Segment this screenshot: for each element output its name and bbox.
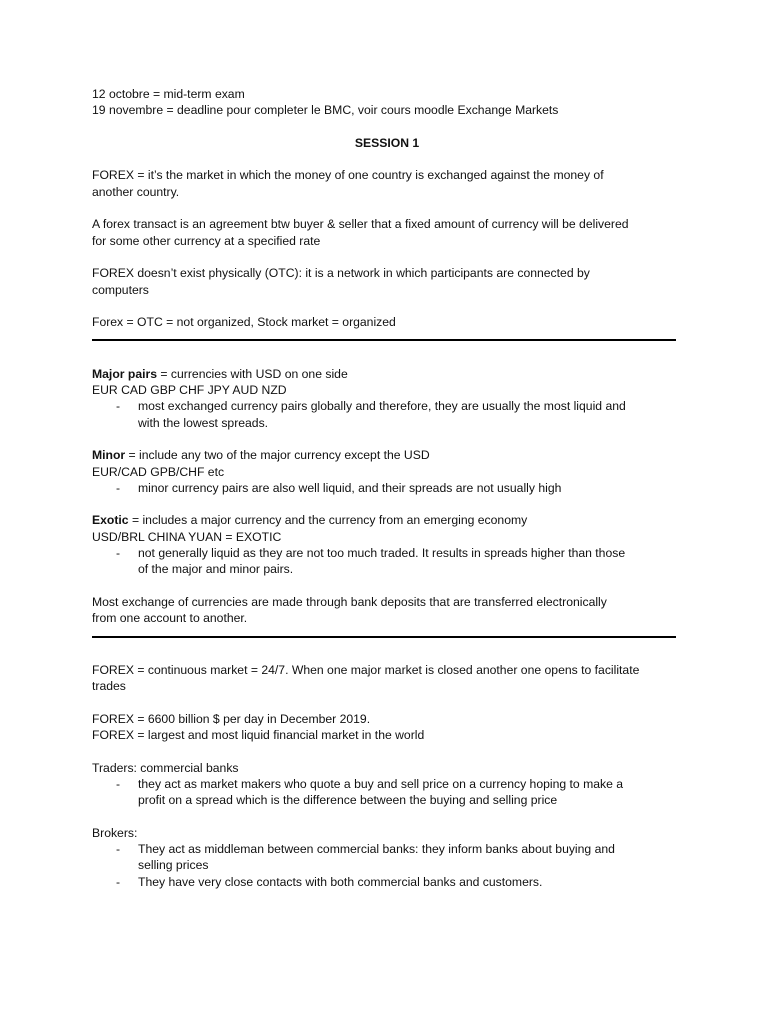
brokers-bullet-2: [92, 874, 682, 890]
bullet-dash: -: [116, 546, 121, 561]
otc-definition-line-1: FOREX doesn’t exist physically (OTC): it is a network in which participants are connected by: [92, 266, 590, 281]
bullet-text-line-1: they act as market makers who quote a buy and sell price on a currency hoping to make a: [138, 776, 624, 791]
major-pairs-definition: = currencies with USD on one side: [157, 366, 348, 381]
bullet-text-line-1: They act as middleman between commercial banks: they inform banks about buying and: [138, 842, 615, 857]
forex-definition-line-2: another country.: [92, 184, 180, 199]
bullet-text-line-2: selling prices: [138, 858, 209, 873]
bullet-text-line-1: They have very close contacts with both commercial banks and customers.: [138, 874, 543, 889]
section-divider-1: [92, 339, 676, 341]
continuous-market-line-2: trades: [92, 679, 126, 694]
bullet-text-line-2: profit on a spread which is the difference between the buying and selling price: [138, 793, 558, 808]
transaction-definition-line-1: A forex transact is an agreement btw buyer & seller that a fixed amount of currency will be delivered: [92, 217, 629, 232]
major-pairs-bullet: [92, 398, 682, 431]
bank-deposits-line-1: Most exchange of currencies are made through bank deposits that are transferred electronically: [92, 594, 607, 609]
otc-vs-stock-line: Forex = OTC = not organized, Stock market = organized: [92, 315, 396, 330]
bullet-text-line-2: with the lowest spreads.: [138, 415, 269, 430]
major-pairs-term: Major pairs: [92, 366, 158, 381]
forex-volume-line: FOREX = 6600 billion $ per day in December 2019.: [92, 711, 371, 726]
major-pairs-list: EUR CAD GBP CHF JPY AUD NZD: [92, 383, 287, 398]
bank-deposits-line-2: from one account to another.: [92, 611, 248, 626]
section-divider-2: [92, 636, 676, 638]
brokers-bullet-1: [92, 841, 682, 874]
intro-section: [92, 167, 682, 330]
market-section: [92, 662, 682, 890]
transaction-definition-line-2: for some other currency at a specified rate: [92, 233, 321, 248]
bullet-dash: -: [116, 776, 121, 791]
exotic-pairs-definition: = includes a major currency and the currency from an emerging economy: [128, 513, 528, 528]
bullet-dash: -: [116, 480, 121, 495]
document-page: [92, 86, 682, 890]
bullet-dash: -: [116, 874, 121, 889]
exotic-pairs-heading: [92, 512, 682, 528]
major-pairs-heading: [92, 366, 682, 382]
minor-pairs-term: Minor: [92, 448, 126, 463]
exotic-pairs-list: USD/BRL CHINA YUAN = EXOTIC: [92, 529, 282, 544]
bullet-text-line-2: of the major and minor pairs.: [138, 562, 294, 577]
exotic-pairs-bullet: [92, 545, 682, 578]
continuous-market-line-1: FOREX = continuous market = 24/7. When one major market is closed another one opens to facilitate: [92, 662, 640, 677]
bullet-dash: -: [116, 842, 121, 857]
minor-pairs-definition: = include any two of the major currency except the USD: [125, 448, 430, 463]
brokers-heading: Brokers:: [92, 825, 138, 840]
bullet-dash: -: [116, 399, 121, 414]
minor-pairs-heading: [92, 447, 682, 463]
bullet-text-line-1: most exchanged currency pairs globally and therefore, they are usually the most liquid and: [138, 399, 626, 414]
exam-date-line: 12 octobre = mid-term exam: [92, 87, 245, 101]
minor-pairs-list: EUR/CAD GPB/CHF etc: [92, 464, 225, 479]
forex-largest-line: FOREX = largest and most liquid financial market in the world: [92, 727, 425, 742]
traders-bullet: [92, 776, 682, 809]
minor-pairs-bullet: [92, 480, 682, 496]
exotic-pairs-term: Exotic: [92, 513, 129, 528]
traders-heading: Traders: commercial banks: [92, 760, 239, 775]
forex-definition-line-1: FOREX = it’s the market in which the money of one country is exchanged against the money of: [92, 168, 604, 183]
otc-definition-line-2: computers: [92, 282, 149, 297]
header-notes: [92, 86, 682, 119]
deadline-line: 19 novembre = deadline pour completer le BMC, voir cours moodle Exchange Markets: [92, 103, 559, 118]
bullet-text-line-1: minor currency pairs are also well liquid, and their spreads are not usually high: [138, 480, 562, 495]
bullet-text-line-1: not generally liquid as they are not too much traded. It results in spreads higher than those: [138, 546, 626, 561]
pairs-section: [92, 366, 682, 627]
session-title: SESSION 1: [354, 135, 420, 150]
